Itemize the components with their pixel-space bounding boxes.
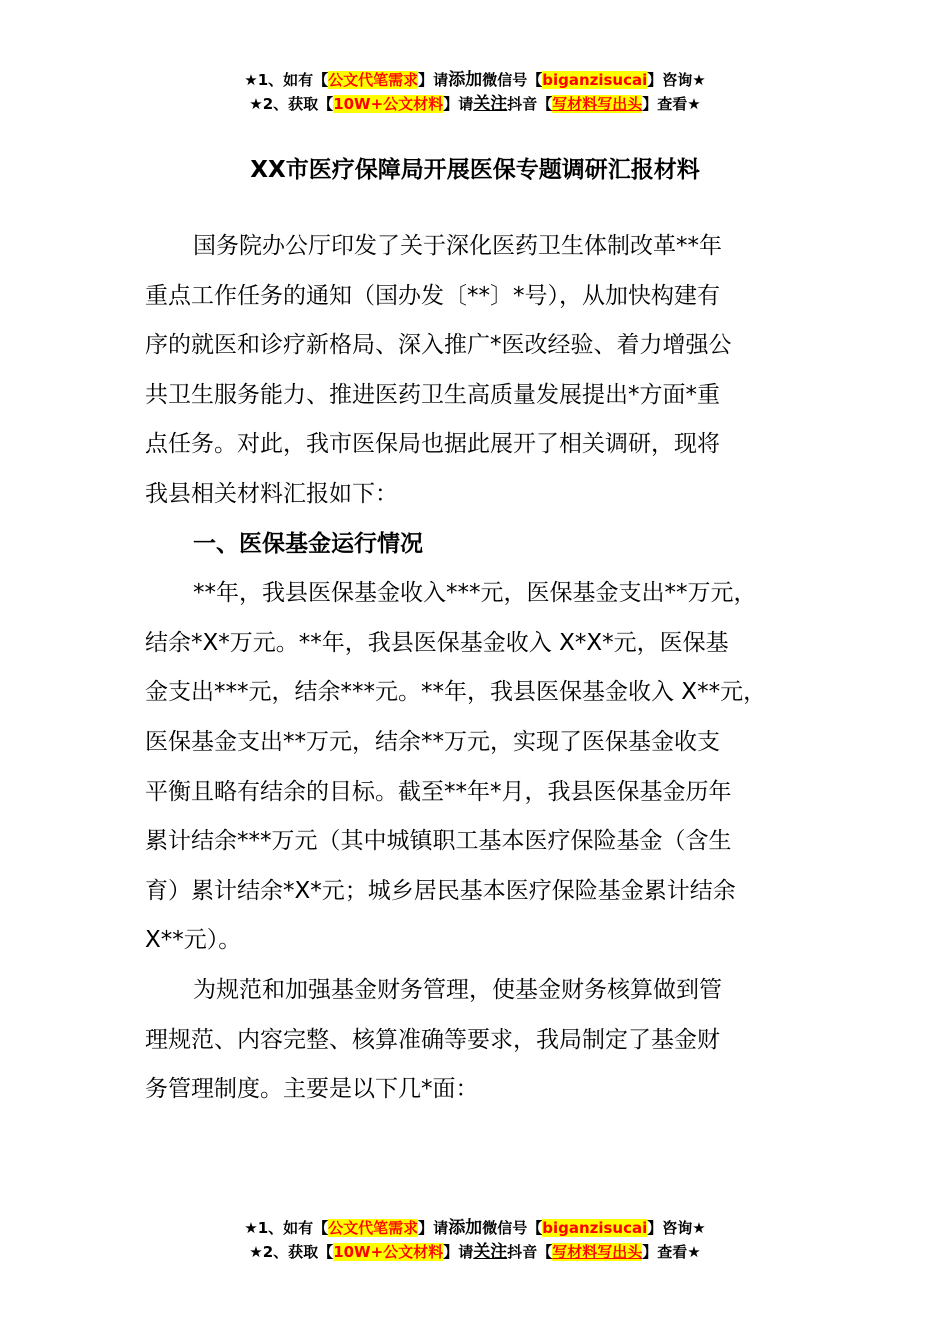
banner-highlight: 公文代笔需求: [328, 71, 419, 89]
text-line: 医保基金支出**万元，结余**万元，实现了医保基金收支: [145, 728, 720, 755]
banner-text: ★1、如有【: [244, 1219, 329, 1237]
banner-text: 】请: [443, 1243, 474, 1261]
text-line: 金支出***元，结余***元。**年，我县医保基金收入 X**元，: [145, 679, 767, 706]
banner-text: 关注: [473, 94, 508, 114]
banner-text: ★2、获取【: [249, 1243, 334, 1261]
banner-highlight: 公文代笔需求: [328, 1219, 419, 1237]
banner-highlight: 写材料写出头: [552, 1243, 643, 1261]
banner-text: 微信号【: [482, 1219, 543, 1237]
document-body: [145, 222, 835, 1115]
header-banner: [0, 68, 950, 116]
banner-text: 】咨询★: [647, 1219, 706, 1237]
banner-highlight: 10W+公文材料: [333, 1243, 444, 1261]
banner-line-2: [0, 92, 950, 116]
text-line: 点任务。对此，我市医保局也据此展开了相关调研，现将: [145, 431, 720, 458]
text-line: 重点工作任务的通知（国办发〔**〕*号），从加快构建有: [145, 282, 720, 309]
banner-text: 】查看★: [642, 95, 701, 113]
banner-text: 抖音【: [507, 1243, 553, 1261]
banner-text: 微信号【: [482, 71, 543, 89]
section-heading: 一、医保基金运行情况: [193, 530, 423, 557]
banner-wechat-id: biganzisucai: [542, 71, 648, 89]
text-line: 国务院办公厅印发了关于深化医药卫生体制改革**年: [193, 233, 722, 259]
banner-text: 】请: [418, 71, 449, 89]
text-line: 我县相关材料汇报如下：: [145, 480, 398, 507]
banner-highlight: 10W+公文材料: [333, 95, 444, 113]
text-line: 育）累计结余*X*元；城乡居民基本医疗保险基金累计结余: [145, 877, 736, 904]
text-line: 平衡且略有结余的目标。截至**年*月，我县医保基金历年: [145, 778, 732, 805]
text-line: **年，我县医保基金收入***元，医保基金支出**万元，: [193, 580, 757, 607]
paragraph-management: [145, 966, 835, 1115]
text-line: 结余*X*万元。**年，我县医保基金收入 X*X*元，医保基: [145, 629, 729, 656]
text-line: 务管理制度。主要是以下几*面：: [145, 1076, 479, 1103]
banner-text: 添加: [448, 70, 483, 90]
banner-line-1: [0, 68, 950, 92]
banner-text: 】查看★: [642, 1243, 701, 1261]
text-line: 累计结余***万元（其中城镇职工基本医疗保险基金（含生: [145, 828, 732, 855]
text-line: 理规范、内容完整、核算准确等要求，我局制定了基金财: [145, 1026, 720, 1053]
footer-banner: [0, 1216, 950, 1264]
document-title: XX市医疗保障局开展医保专题调研汇报材料: [250, 157, 700, 183]
banner-text: 】请: [418, 1219, 449, 1237]
text-line: 共卫生服务能力、推进医药卫生高质量发展提出*方面*重: [145, 381, 720, 408]
paragraph-intro: [145, 222, 835, 520]
banner-text: ★1、如有【: [244, 71, 329, 89]
text-line: X**元）。: [145, 927, 242, 954]
banner-text: 抖音【: [507, 95, 553, 113]
banner-text: 】请: [443, 95, 474, 113]
banner-line-1: [0, 1216, 950, 1240]
banner-highlight: 写材料写出头: [552, 95, 643, 113]
banner-line-2: [0, 1240, 950, 1264]
banner-text: 】咨询★: [647, 71, 706, 89]
text-line: 序的就医和诊疗新格局、深入推广*医改经验、着力增强公: [145, 332, 732, 359]
text-line: 为规范和加强基金财务管理，使基金财务核算做到管: [193, 976, 722, 1003]
banner-text: 关注: [473, 1242, 508, 1262]
paragraph-fund: [145, 569, 835, 966]
banner-text: 添加: [448, 1218, 483, 1238]
banner-wechat-id: biganzisucai: [542, 1219, 648, 1237]
banner-text: ★2、获取【: [249, 95, 334, 113]
